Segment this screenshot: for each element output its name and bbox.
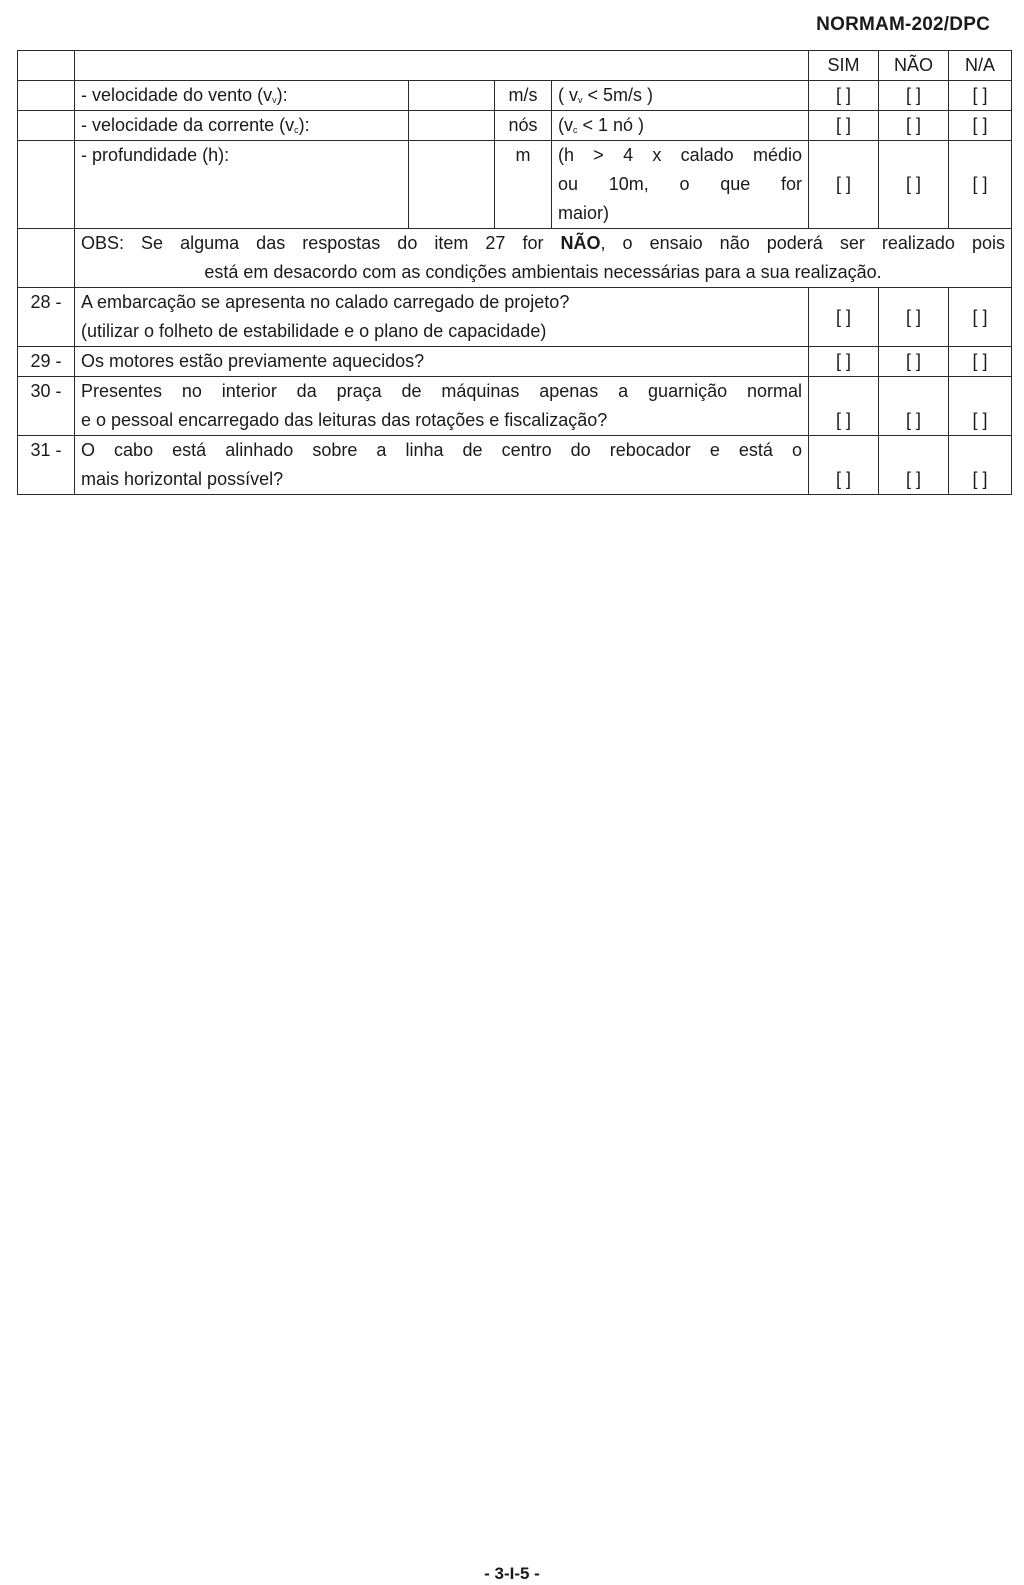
column-header-sim: SIM bbox=[809, 51, 879, 81]
table-row bbox=[18, 81, 1012, 111]
checkbox-sim[interactable]: [ ] bbox=[809, 347, 879, 377]
checkbox-nao[interactable]: [ ] bbox=[879, 436, 949, 495]
observation-line: está em desacordo com as condições ambientais necessárias para a sua realização. bbox=[204, 262, 882, 282]
item-question-line: O cabo está alinhado sobre a linha de centro do rebocador e está o bbox=[81, 440, 802, 460]
checkbox-sim[interactable]: [ ] bbox=[809, 377, 879, 436]
checkbox-nao[interactable]: [ ] bbox=[879, 288, 949, 347]
blank-cell bbox=[18, 229, 75, 288]
table-header-row bbox=[18, 51, 1012, 81]
checkbox-nao[interactable]: [ ] bbox=[879, 141, 949, 229]
item-question bbox=[75, 288, 809, 347]
blank-cell bbox=[18, 81, 75, 111]
document-code: NORMAM-202/DPC bbox=[816, 14, 990, 35]
checkbox-na[interactable]: [ ] bbox=[949, 347, 1012, 377]
item-number: 28 - bbox=[18, 288, 75, 347]
wind-speed-label: - velocidade do vento $(v_v)$: bbox=[75, 81, 409, 111]
item-question: Os motores estão previamente aquecidos? bbox=[75, 347, 809, 377]
observation-emphasis: NÃO bbox=[560, 233, 601, 253]
item-question bbox=[75, 377, 809, 436]
page-number: - 3-I-5 - bbox=[484, 1564, 540, 1583]
checkbox-sim[interactable]: [ ] bbox=[809, 111, 879, 141]
checkbox-na[interactable]: [ ] bbox=[949, 436, 1012, 495]
checkbox-sim[interactable]: [ ] bbox=[809, 288, 879, 347]
checkbox-nao[interactable]: [ ] bbox=[879, 377, 949, 436]
item-question-line: Presentes no interior da praça de máquinas apenas a guarnição normal bbox=[81, 381, 802, 401]
item-number: 30 - bbox=[18, 377, 75, 436]
column-header-nao: NÃO bbox=[879, 51, 949, 81]
blank-cell bbox=[409, 81, 495, 111]
table-row bbox=[18, 377, 1012, 436]
depth-condition-line: ou 10m, o que for bbox=[558, 174, 802, 194]
checkbox-nao[interactable]: [ ] bbox=[879, 81, 949, 111]
wind-speed-condition: ( $v_v < 5m/s$ ) bbox=[552, 81, 809, 111]
table-row bbox=[18, 229, 1012, 288]
depth-unit: m bbox=[495, 141, 552, 229]
table-row bbox=[18, 347, 1012, 377]
table-row bbox=[18, 141, 1012, 229]
item-question-line: e o pessoal encarregado das leituras das rotações e fiscalização? bbox=[81, 410, 608, 430]
observation-line: OBS: Se alguma das respostas do item 27 for NÃO, o ensaio não poderá ser realizado pois bbox=[81, 233, 1005, 253]
item-question bbox=[75, 436, 809, 495]
checkbox-na[interactable]: [ ] bbox=[949, 141, 1012, 229]
column-header-na: N/A bbox=[949, 51, 1012, 81]
depth-condition-line: maior) bbox=[558, 203, 610, 223]
depth-condition bbox=[552, 141, 809, 229]
checkbox-na[interactable]: [ ] bbox=[949, 288, 1012, 347]
observation-note bbox=[75, 229, 1012, 288]
checkbox-sim[interactable]: [ ] bbox=[809, 141, 879, 229]
blank-cell bbox=[18, 111, 75, 141]
checkbox-na[interactable]: [ ] bbox=[949, 81, 1012, 111]
item-question-line: mais horizontal possível? bbox=[81, 469, 284, 489]
checkbox-sim[interactable]: [ ] bbox=[809, 436, 879, 495]
checklist-table bbox=[17, 50, 1012, 495]
blank-cell bbox=[409, 111, 495, 141]
depth-condition-line: (h > 4 x calado médio bbox=[558, 145, 802, 165]
item-question-line: (utilizar o folheto de estabilidade e o plano de capacidade) bbox=[81, 321, 547, 341]
current-speed-condition: ($v_c < 1$ nó ) bbox=[552, 111, 809, 141]
wind-speed-unit: m/s bbox=[495, 81, 552, 111]
table-row bbox=[18, 436, 1012, 495]
checkbox-sim[interactable]: [ ] bbox=[809, 81, 879, 111]
blank-cell bbox=[409, 141, 495, 229]
table-row bbox=[18, 288, 1012, 347]
checkbox-nao[interactable]: [ ] bbox=[879, 347, 949, 377]
blank-cell bbox=[18, 141, 75, 229]
checkbox-na[interactable]: [ ] bbox=[949, 111, 1012, 141]
item-number: 29 - bbox=[18, 347, 75, 377]
current-speed-label: - velocidade da corrente $(v_c)$: bbox=[75, 111, 409, 141]
blank-cell bbox=[18, 51, 75, 81]
current-speed-unit: nós bbox=[495, 111, 552, 141]
checkbox-na[interactable]: [ ] bbox=[949, 377, 1012, 436]
depth-label: - profundidade (h): bbox=[75, 141, 409, 229]
checkbox-nao[interactable]: [ ] bbox=[879, 111, 949, 141]
item-number: 31 - bbox=[18, 436, 75, 495]
table-row bbox=[18, 111, 1012, 141]
blank-cell bbox=[75, 51, 809, 81]
item-question-line: A embarcação se apresenta no calado carregado de projeto? bbox=[81, 292, 570, 312]
